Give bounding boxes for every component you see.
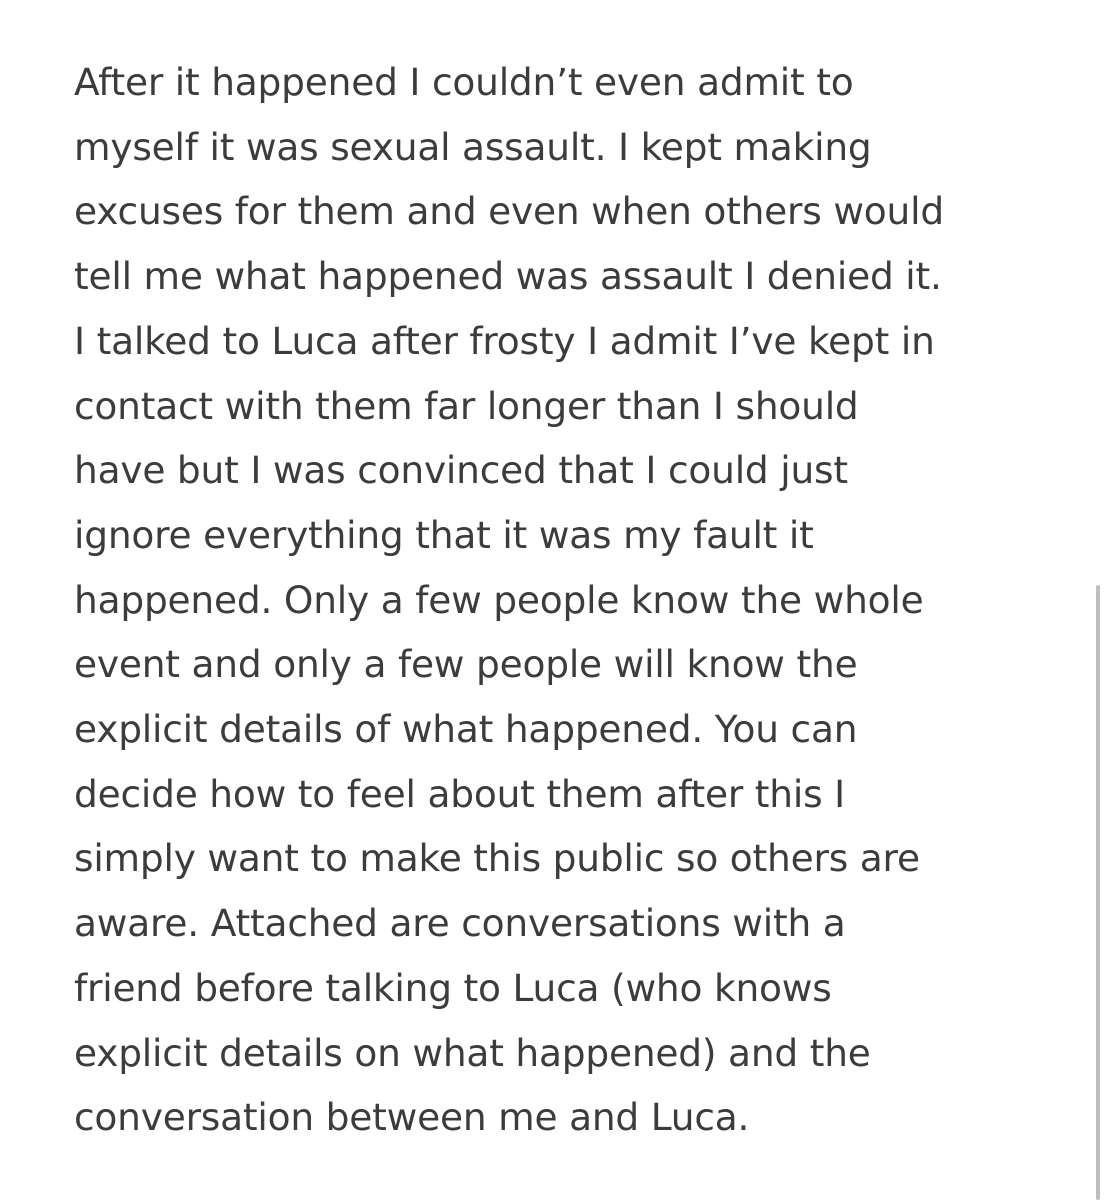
note-line: aware. Attached are conversations with a xyxy=(74,901,846,946)
note-line: friend before talking to Luca (who knows xyxy=(74,965,832,1010)
note-line: happened. Only a few people know the whole xyxy=(74,577,924,622)
note-line: conversation between me and Luca. xyxy=(74,1095,750,1140)
note-line: excuses for them and even when others would xyxy=(74,189,944,234)
note-body-text[interactable] xyxy=(74,50,1034,1150)
note-line: After it happened I couldn’t even admit to xyxy=(74,60,854,104)
note-line: I talked to Luca after frosty I admit I’ve kept in xyxy=(74,318,935,363)
note-line: explicit details of what happened. You can xyxy=(74,707,858,752)
note-line: contact with them far longer than I should xyxy=(74,383,859,428)
note-line: decide how to feel about them after this I xyxy=(74,771,846,816)
note-line: explicit details on what happened) and the xyxy=(74,1030,871,1075)
note-line: have but I was convinced that I could just xyxy=(74,448,848,493)
note-line: tell me what happened was assault I denied it. xyxy=(74,254,942,299)
scroll-indicator[interactable] xyxy=(1096,585,1100,1200)
note-line: event and only a few people will know the xyxy=(74,642,858,687)
note-line: simply want to make this public so others are xyxy=(74,836,920,881)
note-line: myself it was sexual assault. I kept making xyxy=(74,124,872,169)
note-line: ignore everything that it was my fault it xyxy=(74,512,814,557)
